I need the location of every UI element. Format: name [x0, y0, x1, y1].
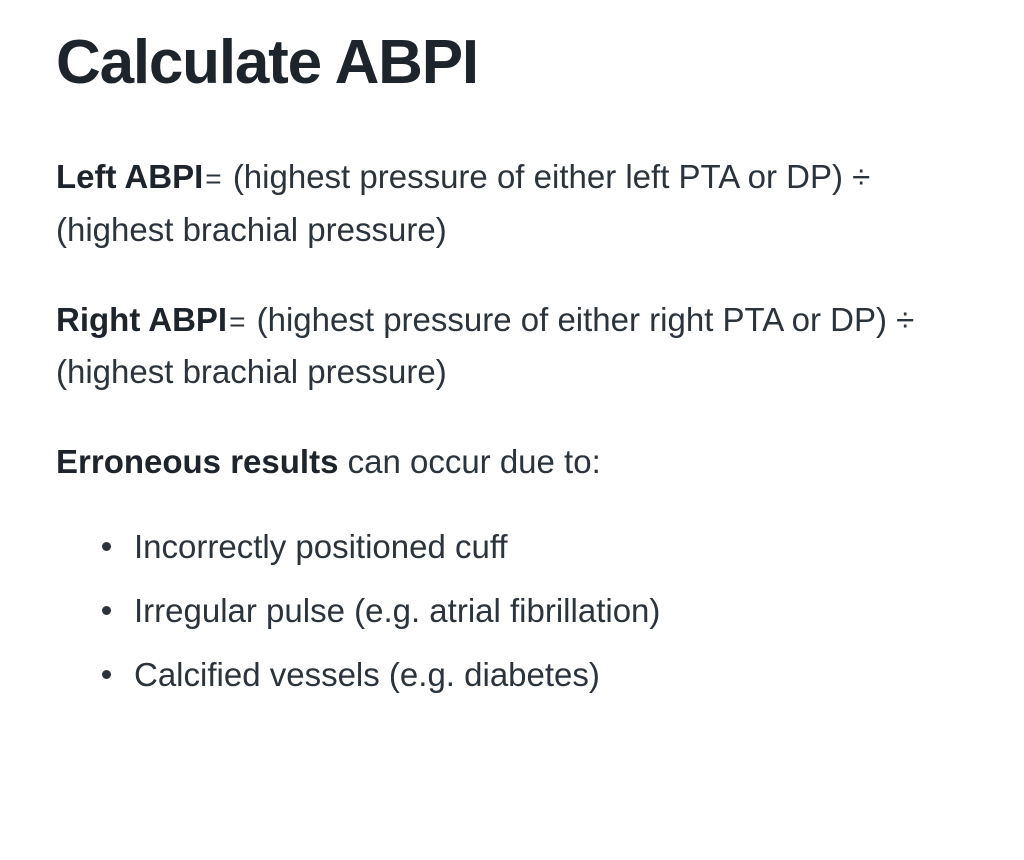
formula-right-abpi-equals: =	[229, 305, 246, 337]
erroneous-results-label: Erroneous results	[56, 442, 339, 480]
formula-right-abpi-label: Right ABPI	[56, 300, 228, 338]
formula-right-abpi	[56, 294, 966, 398]
erroneous-results-text: can occur due to:	[338, 442, 601, 480]
formula-left-abpi-label: Left ABPI	[56, 158, 204, 196]
list-item: Incorrectly positioned cuff	[96, 522, 968, 572]
formula-left-abpi-expression: (highest pressure of either left PTA or DP) ÷ (highest brachial pressure)	[56, 158, 871, 248]
formula-right-abpi-expression: (highest pressure of either right PTA or DP) ÷ (highest brachial pressure)	[56, 300, 915, 390]
list-item: Irregular pulse (e.g. atrial fibrillation)	[96, 586, 968, 636]
erroneous-results-intro	[56, 436, 966, 488]
page-title: Calculate ABPI	[56, 28, 478, 97]
formula-left-abpi-equals: =	[205, 163, 222, 195]
list-item: Calcified vessels (e.g. diabetes)	[96, 650, 968, 700]
formula-left-abpi	[56, 151, 966, 255]
erroneous-results-list	[56, 522, 968, 700]
